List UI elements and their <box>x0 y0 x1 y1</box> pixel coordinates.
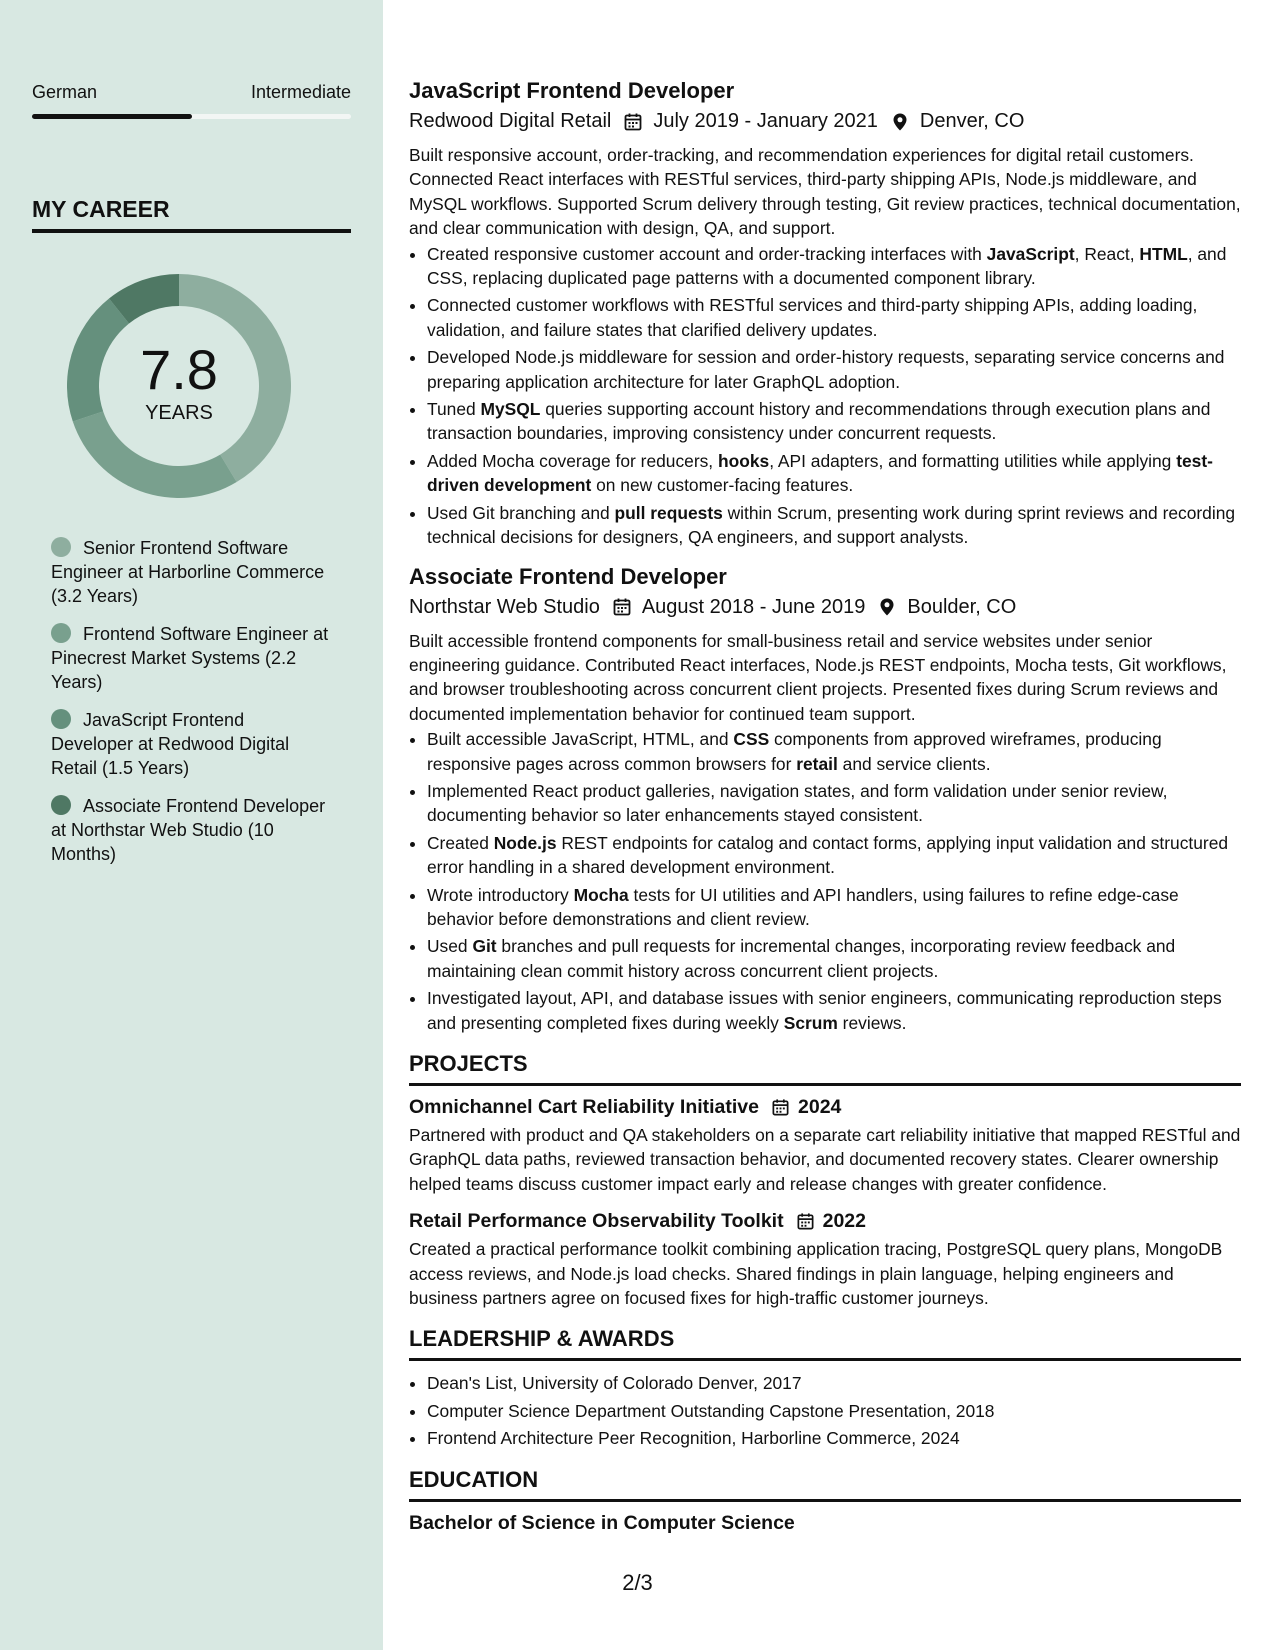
projects-heading: PROJECTS <box>409 1051 1241 1086</box>
bullet-text: and service clients. <box>837 753 991 774</box>
job-entry <box>409 78 1241 550</box>
bold-keyword: Scrum <box>783 1012 838 1033</box>
bullet-text: Tuned <box>427 399 481 420</box>
donut-center <box>67 274 291 498</box>
career-heading: MY CAREER <box>32 196 351 233</box>
job-bullet <box>427 779 1241 828</box>
bullet-text: queries supporting account history and recommendations through execution plans and transaction boundaries, improving consistency under concurrent requests. <box>427 399 1211 444</box>
bullet-text: Developed Node.js middleware for session and order-history requests, separating service concerns and preparing application architecture for later GraphQL adoption. <box>427 347 1225 392</box>
job-bullet <box>427 986 1241 1035</box>
job-dates: August 2018 - June 2019 <box>641 595 866 618</box>
career-item <box>51 708 331 780</box>
job-title: Associate Frontend Developer <box>409 563 727 589</box>
project-title: Retail Performance Observability Toolkit <box>409 1210 784 1233</box>
job-bullets <box>409 727 1241 1035</box>
bullet-text: branches and pull requests for incremental changes, incorporating review feedback and maintaining clean commit history across concurrent client projects. <box>427 936 1176 981</box>
job-location: Boulder, CO <box>907 595 1017 618</box>
career-donut-chart <box>67 274 291 498</box>
bold-keyword: Mocha <box>573 884 629 905</box>
bullet-text: Built accessible JavaScript, HTML, and <box>427 729 734 750</box>
bullet-text: tests for UI utilities and API handlers, using failures to refine edge-case behavior before demonstrations and client review. <box>427 884 1179 929</box>
project-title: Omnichannel Cart Reliability Initiative <box>409 1096 760 1118</box>
bold-keyword: CSS <box>733 729 770 750</box>
project-entry <box>409 1096 1241 1196</box>
job-bullets <box>409 242 1241 550</box>
bullet-text: on new customer-facing features. <box>591 475 854 496</box>
job-bullet <box>427 449 1241 498</box>
job-title: JavaScript Frontend Developer <box>409 78 735 103</box>
bold-keyword: JavaScript <box>986 243 1075 264</box>
job-dates: July 2019 - January 2021 <box>653 110 878 132</box>
bullet-text: , API adapters, and formatting utilities while applying <box>769 450 1177 471</box>
sidebar <box>0 0 383 1650</box>
leadership-list <box>409 1371 1241 1450</box>
language-row <box>32 82 351 103</box>
bullet-text: Added Mocha coverage for reducers, <box>427 450 718 471</box>
bold-keyword: test-driven development <box>427 450 1213 496</box>
career-legend-dot <box>51 709 71 729</box>
bold-keyword: hooks <box>717 450 770 471</box>
bold-keyword: retail <box>796 753 838 774</box>
bullet-text: Used <box>427 936 473 957</box>
bullet-text: Wrote introductory <box>427 884 574 905</box>
language-level: Intermediate <box>250 82 351 102</box>
page-number: 2/3 <box>622 1570 653 1595</box>
job-entry <box>409 564 1241 1036</box>
job-bullet <box>427 345 1241 394</box>
award-item: • Dean's List, University of Colorado Denver, 2017 <box>427 1371 1241 1395</box>
project-description: Partnered with product and QA stakeholders on a separate cart reliability initiative that mapped RESTful and GraphQL data paths, reviewed transaction behavior, and documented recovery states. Clearer ownership helped teams discuss customer impact early and release changes with greater confidence. <box>409 1125 1241 1194</box>
project-title-row <box>409 1096 1241 1119</box>
career-item-text: Associate Frontend Developer at Northstar Web Studio (10 Months) <box>51 796 326 864</box>
job-bullet <box>427 883 1241 932</box>
bold-keyword: HTML <box>1139 243 1188 264</box>
bold-keyword: Git <box>472 936 497 957</box>
bullet-text: , and CSS, replacing duplicated page patterns with a documented component library. <box>427 243 1227 289</box>
calendar-icon <box>796 1212 815 1231</box>
job-bullet <box>427 831 1241 880</box>
career-legend-dot <box>51 795 71 815</box>
job-bullet <box>427 397 1241 446</box>
project-year: 2022 <box>822 1210 866 1233</box>
job-meta <box>409 110 1241 133</box>
career-item-text: Frontend Software Engineer at Pinecrest Market Systems (2.2 Years) <box>51 624 329 692</box>
job-bullet <box>427 934 1241 983</box>
job-bullet <box>427 501 1241 550</box>
calendar-icon <box>623 112 643 132</box>
education-heading: EDUCATION <box>409 1467 1241 1502</box>
location-pin-icon <box>877 597 897 617</box>
job-summary: Built responsive account, order-tracking, and recommendation experiences for digital retail customers. Connected React interfaces with RESTful services, third-party shipping APIs, Node.js middleware, and MySQL workflows. Supported Scrum delivery through testing, Git review practices, technical documentation, and clear communication with design, QA, and support. <box>409 145 1241 239</box>
job-bullet <box>427 727 1241 776</box>
bold-keyword: Node.js <box>493 832 557 853</box>
bullet-text: Implemented React product galleries, navigation states, and form validation under senior review, documenting behavior so later enhancements stayed consistent. <box>427 780 1168 826</box>
bullet-text: components from approved wireframes, producing responsive pages across common browsers for <box>427 729 1162 774</box>
project-year: 2024 <box>798 1096 842 1118</box>
bold-keyword: MySQL <box>480 399 541 420</box>
career-item-text: JavaScript Frontend Developer at Redwood Digital Retail (1.5 Years) <box>51 710 290 778</box>
experience-list <box>409 78 1241 1035</box>
calendar-icon <box>771 1098 790 1117</box>
job-company: Northstar Web Studio <box>409 595 600 618</box>
calendar-icon <box>612 597 632 617</box>
award-item: • Frontend Architecture Peer Recognition, Harborline Commerce, 2024 <box>427 1426 1241 1450</box>
bullet-text: within Scrum, presenting work during sprint reviews and recording technical decisions for designers, QA engineers, and support analysts. <box>427 502 1236 548</box>
project-description: Created a practical performance toolkit combining application tracing, PostgreSQL query plans, MongoDB access reviews, and Node.js load checks. Shared findings in plain language, helping engineers and business partners agree on focused fixes for high-traffic customer journeys. <box>409 1239 1223 1309</box>
bullet-text: , React, <box>1074 243 1140 264</box>
bullet-text: Used Git branching and <box>427 502 615 523</box>
location-pin-icon <box>890 112 910 132</box>
career-item-text: Senior Frontend Software Engineer at Harborline Commerce (3.2 Years) <box>51 538 325 606</box>
donut-unit-label: YEARS <box>145 401 213 424</box>
language-proficiency-fill <box>32 114 192 119</box>
bullet-text: Investigated layout, API, and database issues with senior engineers, communicating reproduction steps and presenting completed fixes during weekly <box>427 988 1222 1033</box>
main-content <box>409 78 1241 1535</box>
language-proficiency-bar <box>32 114 351 119</box>
job-company: Redwood Digital Retail <box>409 110 612 132</box>
education-degree: Bachelor of Science in Computer Science <box>409 1511 795 1534</box>
job-summary: Built accessible frontend components for small-business retail and service websites under senior engineering guidance. Contributed React interfaces, Node.js REST endpoints, Mocha tests, Git workflows, and browser troubleshooting across concurrent client projects. Presented fixes during Scrum reviews and documented implementation behavior for continued team support. <box>409 630 1227 724</box>
bullet-text: Connected customer workflows with RESTful services and third-party shipping APIs, adding loading, validation, and failure states that clarified delivery updates. <box>427 295 1198 340</box>
job-meta <box>409 596 1241 619</box>
career-legend-dot <box>51 623 71 643</box>
job-bullet <box>427 293 1241 342</box>
career-list <box>51 536 331 880</box>
career-legend-dot <box>51 537 71 557</box>
project-entry <box>409 1210 1241 1310</box>
leadership-heading: LEADERSHIP & AWARDS <box>409 1326 1241 1361</box>
language-name: German <box>32 82 98 102</box>
award-item: • Computer Science Department Outstanding Capstone Presentation, 2018 <box>427 1399 1241 1423</box>
career-item <box>51 622 331 694</box>
donut-total-value: 7.8 <box>140 337 218 401</box>
projects-list <box>409 1096 1241 1310</box>
career-item <box>51 536 331 608</box>
career-item <box>51 794 331 866</box>
bold-keyword: pull requests <box>614 502 723 523</box>
bullet-text: Created <box>427 832 494 853</box>
job-location: Denver, CO <box>919 110 1025 132</box>
bullet-text: Created responsive customer account and order-tracking interfaces with <box>427 243 987 264</box>
bullet-text: reviews. <box>837 1012 907 1033</box>
bullet-text: REST endpoints for catalog and contact forms, applying input validation and structured error handling in a shared development environment. <box>427 832 1229 878</box>
job-bullet <box>427 242 1241 291</box>
project-title-row <box>409 1210 1241 1233</box>
